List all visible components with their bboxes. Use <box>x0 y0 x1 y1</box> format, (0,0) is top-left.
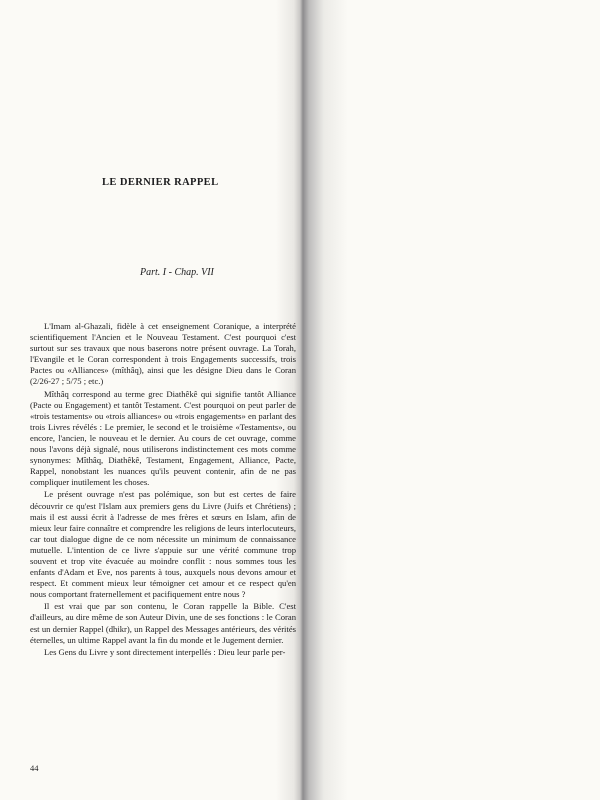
part-label: Part. I - Chap. VII <box>140 267 214 278</box>
paragraph: Mîthâq correspond au terme grec Diathêkê qui signifie tantôt Alliance (Pacte ou Engagement) et tantôt Testament. C'est pourquoi on peut parler de «trois testaments» ou «trois alliances» ou «trois engagements» en parlant des trois Livres révélés : Le premier, le second et le troisième «Testaments», ou encore, l'ancien, le nouveau et le dernier. Au cours de cet ouvrage, comme nous l'avons déjà signalé, nous utiliserons indistinctement ces mots comme synonymes: Mîthâq, Diathêkê, Testament, Engagement, Alliance, Pacte, Rappel, nonobstant les nuances qu'ils peuvent contenir, afin de ne pas compliquer inutilement les choses. <box>30 388 296 488</box>
page-number-left: 44 <box>30 763 39 773</box>
paragraph: L'Imam al-Ghazali, fidèle à cet enseignement Coranique, a interprété scientifiquement l'Ancien et le Nouveau Testament. C'est pourquoi c'est surtout sur ses travaux que nous baserons notre présent ouvrage. La Torah, l'Evangile et le Coran correspondent à trois Engagements successifs, trois Pactes ou «Alliances» (mîthâq), ainsi que les désigne Dieu dans le Coran (2/26-27 ; 5/75 ; etc.) <box>30 321 296 387</box>
paragraph: Il est vrai que par son contenu, le Coran rappelle la Bible. C'est d'ailleurs, au dire même de son Auteur Divin, une de ses fonctions : le Coran est un dernier Rappel (dhikr), un Rappel des Messages antérieurs, des vérités éternelles, un ultime Rappel avant la fin du monde et le Jugement dernier. <box>30 601 296 645</box>
left-page-body <box>30 321 296 658</box>
paragraph: Les Gens du Livre y sont directement interpellés : Dieu leur parle per- <box>44 646 286 657</box>
chapter-title: LE DERNIER RAPPEL <box>102 177 219 188</box>
right-page <box>300 0 600 800</box>
paragraph: Le présent ouvrage n'est pas polémique, son but est certes de faire découvrir ce qu'est l'Islam aux premiers gens du Livre (Juifs et Chrétiens) ; mais il est aussi écrit à l'adresse de mes frères et sœurs en Islam, afin de mieux leur faire connaître et comprendre les religions de leurs interlocuteurs, car tout dialogue digne de ce nom nécessite un minimum de connaissance mutuelle. L'intention de ce livre s'appuie sur une vérité commune trop souvent et trop vite évacuée au moindre conflit : nous sommes tous les enfants d'Adam et Eve, nos parents à tous, auxquels nous devons amour et respect. Et comment mieux leur témoigner cet amour et ce respect qu'en nous comportant fraternellement et pacifiquement entre nous ? <box>30 489 296 600</box>
